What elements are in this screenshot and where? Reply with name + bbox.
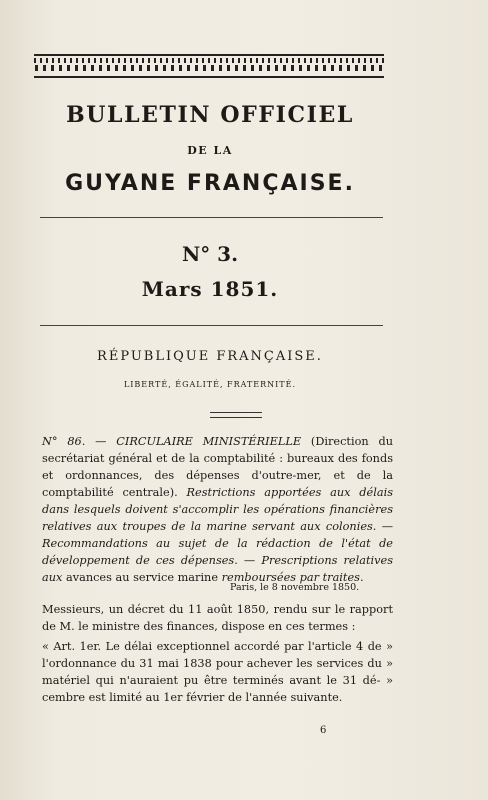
region-title: GUYANE FRANÇAISE. (65, 171, 355, 196)
issue-rule (40, 325, 383, 326)
issue-number: N° 3. (181, 242, 239, 266)
circular-italic-text: Restrictions apportées aux délais dans lesquels doivent s'accomplir les opérations financières relatives aux troupes de la marine servant aux colonies. — Recommandations au sujet de la rédaction de l'état de développement de ces dépenses. — Prescriptions relatives aux (42, 486, 393, 584)
issue-date: Mars 1851. (141, 277, 279, 301)
republic-heading: RÉPUBLIQUE FRANÇAISE. (97, 349, 323, 364)
circular-italic-end: remboursées par traites. (221, 571, 364, 584)
header-rule (40, 217, 383, 218)
date-line: Paris, le 8 novembre 1850. (230, 582, 360, 593)
bulletin-title: BULLETIN OFFICIEL (66, 102, 354, 128)
ornament-divider (210, 412, 262, 418)
circular-direction: (Direction du secrétariat général et de la comptabilité : bureaux des fonds et ordonnances, des dépenses d'outre-mer, et de la comptabilité centrale). (42, 435, 393, 499)
republic-motto: LIBERTÉ, ÉGALITÉ, FRATERNITÉ. (123, 380, 297, 389)
page-number: 6 (320, 725, 327, 736)
circular-summary (42, 433, 393, 586)
ornamental-border (34, 54, 384, 78)
paragraph-article: « Art. 1er. Le délai exceptionnel accordé par l'article 4 de » l'ordonnance du 31 mai 1838 pour achever les services du » matériel qui n'auraient pu être terminés avant le 31 dé- » cembre est limité au 1er février de l'année suivante. (42, 640, 393, 704)
circular-after-italic: avances au service marine (62, 571, 222, 584)
title-connector: DE LA (187, 144, 233, 157)
circular-lead: N° 86. — CIRCULAIRE MINISTÉRIELLE (42, 435, 302, 448)
paragraph-intro: Messieurs, un décret du 11 août 1850, rendu sur le rapport de M. le ministre des finances, dispose en ces termes : (42, 603, 393, 633)
